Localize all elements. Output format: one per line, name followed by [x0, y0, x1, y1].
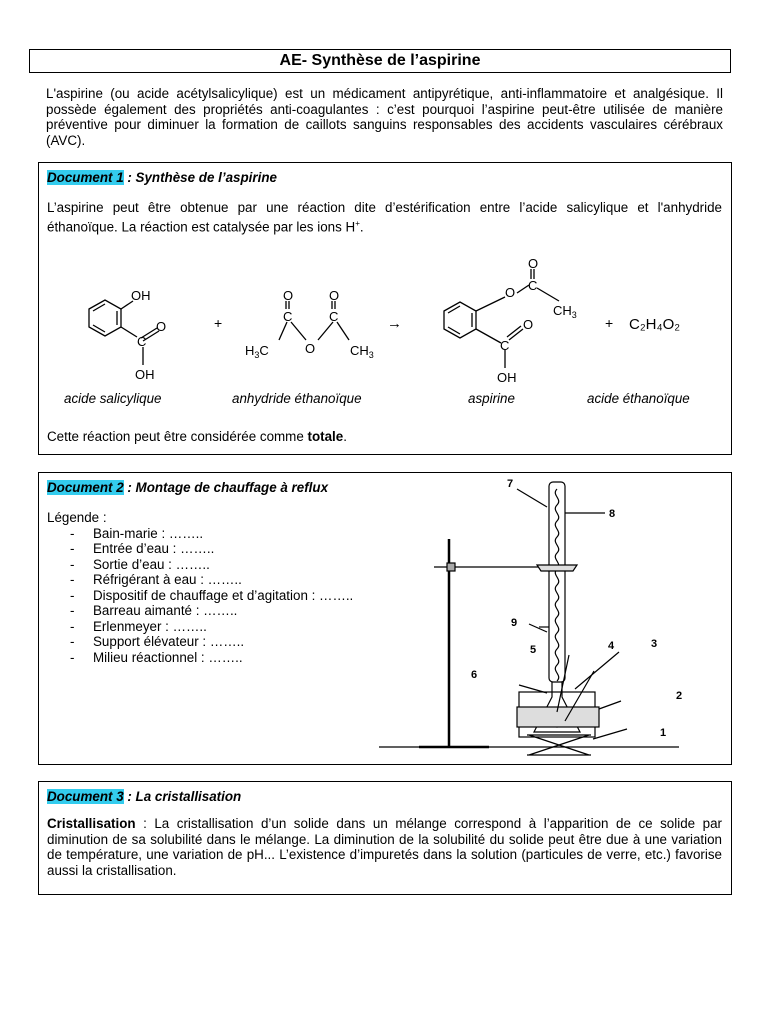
reflux-apparatus-diagram: [369, 477, 729, 762]
svg-text:9: 9: [511, 617, 518, 629]
svg-text:H3C: $H_3C$: [245, 343, 269, 360]
svg-text:→: →: [387, 315, 402, 332]
doc1-text: L’aspirine peut être obtenue par une réaction dite d’estérification entre l’acide salicylique et l'anhydride éthanoïque. La réaction est catalysée par les ions H+.: [47, 200, 722, 234]
legend-title: Légende :: [47, 510, 107, 525]
svg-text:O: O: [523, 317, 534, 332]
doc3-heading: [47, 789, 241, 804]
svg-text:+: +: [214, 315, 223, 331]
legend-item: - Barreau aimanté : ……..: [70, 603, 353, 619]
legend-item: - Sortie d’eau : ……..: [70, 557, 353, 573]
svg-text:8: 8: [609, 508, 616, 520]
page-title: AE- Synthèse de l’aspirine: [29, 49, 731, 73]
svg-text:3: 3: [651, 638, 658, 650]
legend-item: - Réfrigérant à eau : ……..: [70, 572, 353, 588]
legend: [47, 510, 353, 665]
doc3-text: Cristallisation : La cristallisation d’un solide dans un mélange correspond à l’apparition de ce solide par diminution de sa solubilité dans le mélange. La diminution de la solubilité du solide peut être due à une variation de température, une variation de pH... L’existence d’impuretés dans la solution (particules de verre, etc.) favorise aussi la cristallisation.: [47, 816, 722, 878]
svg-text:C: C: [528, 278, 538, 293]
document-2: [38, 472, 732, 765]
doc1-tag: Document 1: [47, 170, 124, 185]
legend-item: - Milieu réactionnel : ……..: [70, 650, 353, 666]
svg-text:+: +: [605, 315, 614, 331]
svg-text:O: O: [329, 288, 340, 303]
svg-text:O: O: [505, 285, 516, 300]
svg-text:O: O: [156, 319, 167, 334]
svg-text:O: O: [305, 341, 316, 356]
svg-text:CH3: $CH_3$: [553, 303, 577, 320]
document-1: [38, 162, 732, 455]
svg-text:OH: OH: [131, 288, 151, 303]
doc2-title: : Montage de chauffage à reflux: [123, 480, 329, 495]
legend-item: - Dispositif de chauffage et d’agitation : ……..: [70, 588, 353, 604]
molecule-name: acide salicylique: [64, 391, 162, 406]
svg-text:OH: OH: [135, 367, 155, 382]
svg-text:C: C: [329, 309, 339, 324]
doc1-conclusion: Cette réaction peut être considérée comme totale.: [47, 429, 347, 444]
document-3: [38, 781, 732, 895]
molecule-name: aspirine: [468, 391, 515, 406]
reaction-scheme: [39, 243, 731, 393]
doc3-tag: Document 3: [47, 789, 124, 804]
svg-text:O: O: [528, 256, 539, 271]
svg-text:C: C: [137, 334, 147, 349]
legend-item: - Entrée d’eau : ……..: [70, 541, 353, 557]
doc2-tag: Document 2: [47, 480, 124, 495]
legend-item: - Erlenmeyer : ……..: [70, 619, 353, 635]
doc1-title: : Synthèse de l’aspirine: [123, 170, 277, 185]
molecule-name: acide éthanoïque: [587, 391, 690, 406]
molecule-name: anhydride éthanoïque: [232, 391, 362, 406]
doc1-heading: [47, 170, 277, 185]
svg-text:6: 6: [471, 669, 478, 681]
legend-item: - Support élévateur : ……..: [70, 634, 353, 650]
svg-text:4: 4: [608, 640, 615, 652]
legend-item: - Bain-marie : ……..: [70, 526, 353, 542]
svg-text:1: 1: [660, 727, 667, 739]
svg-text:C₂H₄O₂: C₂H₄O₂: [629, 316, 681, 333]
intro-paragraph: L'aspirine (ou acide acétylsalicylique) est un médicament antipyrétique, anti-inflammatoire et analgésique. Il possède également des propriétés anti-coagulantes : c’est pourquoi l’aspirine peut-être utilisée de manière préventive pour diminuer la formation de caillots sanguins responsables des accidents vasculaires cérébraux (AVC).: [46, 86, 723, 148]
doc2-heading: [47, 480, 328, 495]
svg-text:7: 7: [507, 478, 514, 490]
svg-text:OH: OH: [497, 370, 517, 385]
svg-text:C: C: [500, 338, 510, 353]
svg-text:2: 2: [676, 690, 683, 702]
svg-text:O: O: [283, 288, 294, 303]
doc3-title: : La cristallisation: [123, 789, 242, 804]
svg-text:C: C: [283, 309, 293, 324]
svg-text:5: 5: [530, 644, 537, 656]
svg-text:CH3: $CH_3$: [350, 343, 374, 360]
